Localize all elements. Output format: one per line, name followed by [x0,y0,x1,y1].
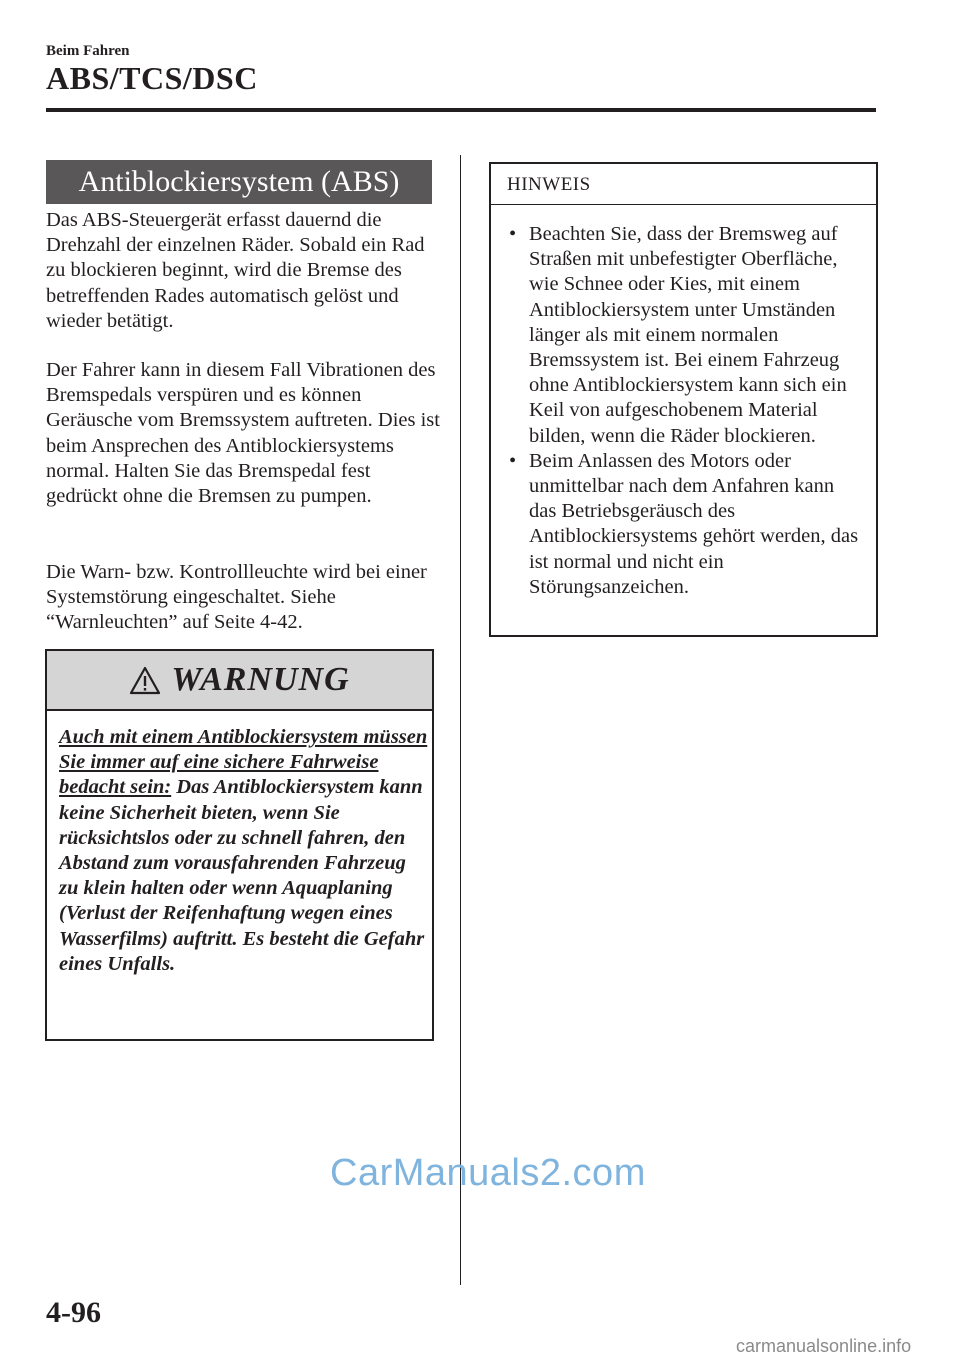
chapter-title: Beim Fahren [46,43,130,59]
warning-header [47,651,432,711]
paragraph-warning-light: Die Warn- bzw. Kontrollleuchte wird bei einer Systemstörung eingeschaltet. Siehe “Warnleuchten” auf Seite 4-42. [46,561,427,634]
paragraph-abs-function: Das ABS-Steuergerät erfasst dauernd die Drehzahl der einzelnen Räder. Sobald ein Rad zu blockieren beginnt, wird die Bremse des betreffenden Rades automatisch gelöst und wieder betätigt. [46,209,425,332]
hint-title: HINWEIS [507,174,591,195]
hint-item-text: Beim Anlassen des Motors oder unmittelbar nach dem Anfahren kann das Betriebsgeräusch des Antiblockiersystems gehört werden, das ist normal und nicht ein Störungsanzeichen. [529,449,859,598]
hint-box [489,162,878,637]
warning-title: WARNUNG [171,661,350,698]
page-number: 4-96 [46,1296,101,1329]
bullet: • [509,223,517,245]
hint-header [491,164,876,205]
hint-item [491,449,876,600]
hint-item [491,222,876,449]
warning-box [45,649,434,1041]
bullet: • [509,449,517,472]
paragraph-vibrations: Der Fahrer kann in diesem Fall Vibrationen des Bremspedals verspüren und es können Geräusche vom Bremssystem auftreten. Dies ist beim Ansprechen des Antiblockiersystems normal. Halten Sie das Bremspedal fest gedrückt ohne die Bremsen zu pumpen. [46,359,440,508]
section-title: ABS/TCS/DSC [46,60,258,96]
warning-body: Das Antiblockiersystem kann keine Sicherheit bieten, wenn Sie rücksichtslos oder zu schnell fahren, den Abstand zum vorausfahrenden Fahrzeug zu klein halten oder wenn Aquaplaning (Verlust der Reifenhaftung wegen eines Wasserfilms) auftritt. Es besteht die Gefahr eines Unfalls. [59,776,425,975]
warning-text [59,725,429,977]
column-divider [460,155,461,1285]
hint-item-text: Beachten Sie, dass der Bremsweg auf Straßen mit unbefestigter Oberfläche, wie Schnee oder Kies, mit einem Antiblockiersystem unter Umständen länger als mit einem normalen Bremssystem ist. Bei einem Fahrzeug ohne Antiblockiersystem kann sich ein Keil von aufgeschobenem Material bilden, wenn die Räder blockieren. [529,223,847,447]
footer-site: carmanualsonline.info [736,1336,912,1356]
warning-triangle-icon [129,666,161,695]
warning-lead: Auch mit einem Antiblockiersystem müssen Sie immer auf eine sichere Fahrweise bedacht sein: [59,726,428,799]
hint-list [491,222,876,600]
header-rule [46,108,876,112]
watermark: CarManuals2.com [330,1152,646,1194]
abs-heading: Antiblockiersystem (ABS) [46,160,432,204]
